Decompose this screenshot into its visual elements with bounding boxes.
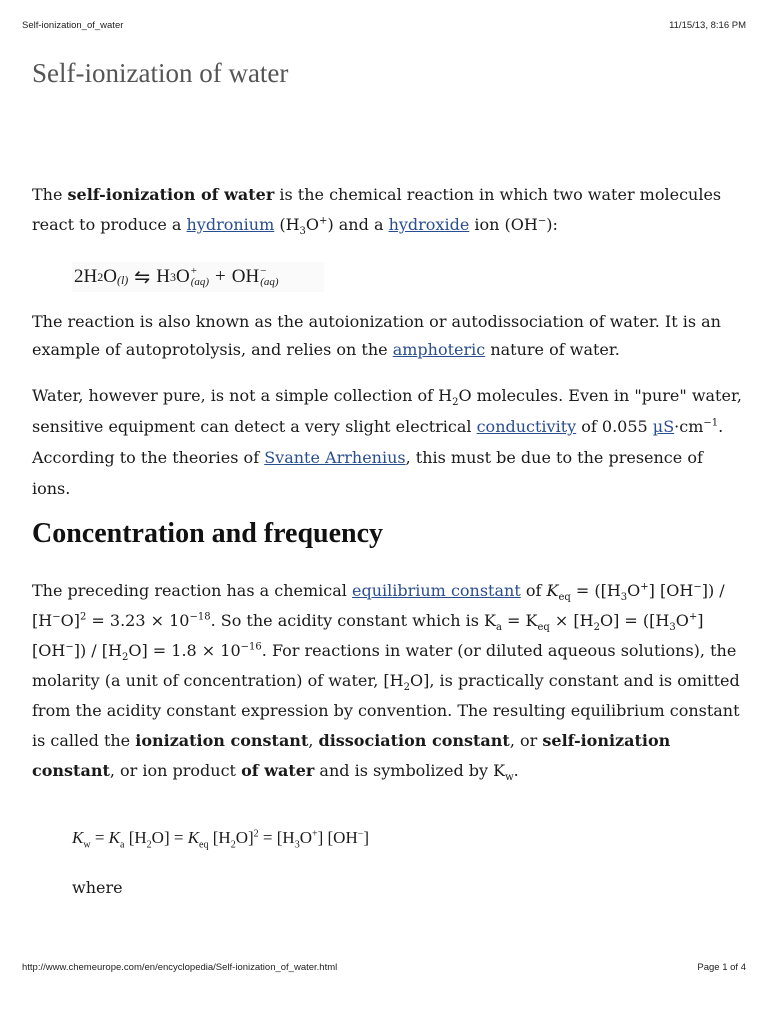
bold-term: of water	[241, 761, 315, 780]
bold-term: self-ionization of water	[67, 185, 275, 204]
symbol: K	[546, 581, 559, 600]
superscript: −18	[189, 611, 211, 623]
text: . So the acidity constant which is K	[210, 611, 496, 630]
text: ] [OH	[317, 828, 358, 847]
text: ):	[546, 215, 558, 234]
text: = [H	[258, 828, 295, 847]
text: Water, however pure, is not a simple collection of H	[32, 386, 453, 405]
state-label: (aq)	[260, 276, 279, 288]
section-heading: Concentration and frequency	[32, 518, 384, 549]
subscript: 2	[146, 839, 152, 851]
text: . According to the theories of	[32, 417, 724, 467]
text: = K	[501, 611, 538, 630]
print-header-title: Self-ionization_of_water	[22, 20, 124, 31]
subscript: 3	[620, 592, 628, 604]
symbol: K	[108, 828, 121, 847]
text: O]	[60, 611, 80, 630]
text: O molecules. Even in "pure" water, sensitive equipment can detect a very slight electrical	[32, 386, 742, 436]
text: O	[299, 828, 312, 847]
text: of 0.055	[576, 417, 653, 436]
paragraph-equilibrium	[32, 576, 742, 786]
superscript: 2	[253, 828, 259, 840]
text: .	[513, 761, 519, 780]
text: ]) / [H	[32, 581, 725, 630]
text: ] [OH	[648, 581, 694, 600]
text: = 3.23 × 10	[86, 611, 190, 630]
text: ] [OH	[32, 611, 704, 660]
state-label: (aq)	[190, 276, 210, 288]
text: O]	[235, 828, 254, 847]
subscript: eq	[558, 592, 571, 604]
superscript: −	[693, 581, 702, 593]
superscript: −	[537, 215, 547, 227]
subscript: 3	[294, 839, 300, 851]
link-hydroxide[interactable]: hydroxide	[388, 215, 470, 234]
text: nature of water.	[485, 340, 620, 359]
text: O] = ([H	[599, 611, 670, 630]
superscript: +	[688, 611, 698, 623]
text: OH	[231, 266, 260, 287]
bold-term: self-ionization constant	[32, 731, 671, 780]
where-label: where	[72, 878, 123, 897]
bold-term: ionization constant	[135, 731, 309, 750]
text: , this must be due to the presence of ions.	[32, 448, 703, 498]
text: [H	[124, 828, 147, 847]
link-equilibrium-constant[interactable]: equilibrium constant	[352, 581, 521, 600]
subscript: 2	[403, 682, 410, 694]
text: The reaction is also known as the autoionization or autodissociation of water. It is an example of autoprotolysis, and relies on the	[32, 312, 721, 359]
superscript: −	[65, 641, 74, 653]
text: × [H	[549, 611, 594, 630]
text: O] =	[151, 828, 188, 847]
text: [H	[208, 828, 231, 847]
text: H	[156, 266, 170, 287]
text: 2H	[74, 266, 98, 287]
text: O	[103, 266, 117, 287]
subscript: 3	[669, 622, 676, 634]
text: ,	[308, 731, 319, 750]
text: O	[627, 581, 641, 600]
print-header-date: 11/15/13, 8:16 PM	[669, 20, 746, 31]
subscript: 2	[97, 269, 104, 284]
subscript: 3	[299, 226, 306, 238]
equilibrium-arrow: ⇋	[134, 266, 151, 288]
subscript: eq	[537, 622, 550, 634]
text: O], is practically constant and is omitted from the acidity constant expression by convention. The resulting equilibrium constant is called the	[32, 671, 740, 750]
subscript: 3	[169, 269, 176, 284]
text: ]) / [H	[73, 641, 122, 660]
print-footer-page: Page 1 of 4	[697, 962, 746, 973]
text: (H	[274, 215, 300, 234]
print-footer-url: http://www.chemeurope.com/en/encyclopedia/Self-ionization_of_water.html	[22, 962, 338, 973]
subscript: eq	[199, 839, 209, 851]
subscript: 2	[230, 839, 236, 851]
text: O	[675, 611, 689, 630]
subscript: 2	[121, 652, 129, 664]
subscript: 2	[593, 622, 600, 634]
text: and is symbolized by K	[314, 761, 506, 780]
link-svante-arrhenius[interactable]: Svante Arrhenius	[264, 448, 406, 467]
subscript: a	[495, 622, 502, 634]
superscript: +	[311, 828, 318, 840]
text: , or ion product	[109, 761, 242, 780]
intro-paragraph	[32, 180, 742, 240]
paragraph-autoionization	[32, 308, 742, 364]
link-microsiemens[interactable]: µS	[652, 417, 675, 436]
symbol: K	[72, 828, 84, 847]
subscript: 2	[452, 397, 459, 409]
subscript: a	[120, 839, 125, 851]
subscript: w	[505, 772, 514, 784]
superscript: +	[319, 215, 328, 227]
symbol: K	[187, 828, 200, 847]
link-hydronium[interactable]: hydronium	[186, 215, 275, 234]
paragraph-conductivity	[32, 380, 742, 504]
bold-term: dissociation constant	[318, 731, 510, 750]
page-title: Self-ionization of water	[32, 58, 289, 88]
text: ion (OH	[469, 215, 538, 234]
superscript: 2	[79, 611, 87, 623]
text: The	[32, 185, 68, 204]
superscript: −16	[240, 641, 262, 653]
charge: +	[190, 265, 197, 277]
charge: −	[260, 265, 267, 277]
text: ) and a	[327, 215, 389, 234]
reaction-equation-image	[72, 262, 324, 292]
link-conductivity[interactable]: conductivity	[476, 417, 577, 436]
superscript: −	[357, 828, 364, 840]
text: O] = 1.8 × 10	[128, 641, 241, 660]
superscript: −1	[703, 417, 719, 429]
superscript: −	[52, 611, 61, 623]
text: The preceding reaction has a chemical	[32, 581, 352, 600]
text: of	[520, 581, 547, 600]
text: = ([H	[570, 581, 621, 600]
superscript: +	[640, 581, 649, 593]
state-label: (l)	[116, 272, 129, 287]
text: ·cm	[674, 417, 704, 436]
text: , or	[509, 731, 543, 750]
text: O	[305, 215, 320, 234]
text: is the chemical reaction in which two water molecules react to produce a	[32, 185, 722, 234]
plus-sign: +	[215, 266, 226, 287]
text: =	[90, 828, 109, 847]
text: . For reactions in water (or diluted aqueous solutions), the molarity (a unit of concentration) of water, [H	[32, 641, 737, 690]
text: O	[175, 266, 190, 287]
subscript: w	[83, 839, 91, 851]
link-amphoteric[interactable]: amphoteric	[392, 340, 486, 359]
text: ]	[363, 828, 370, 847]
kw-equation	[72, 828, 370, 851]
